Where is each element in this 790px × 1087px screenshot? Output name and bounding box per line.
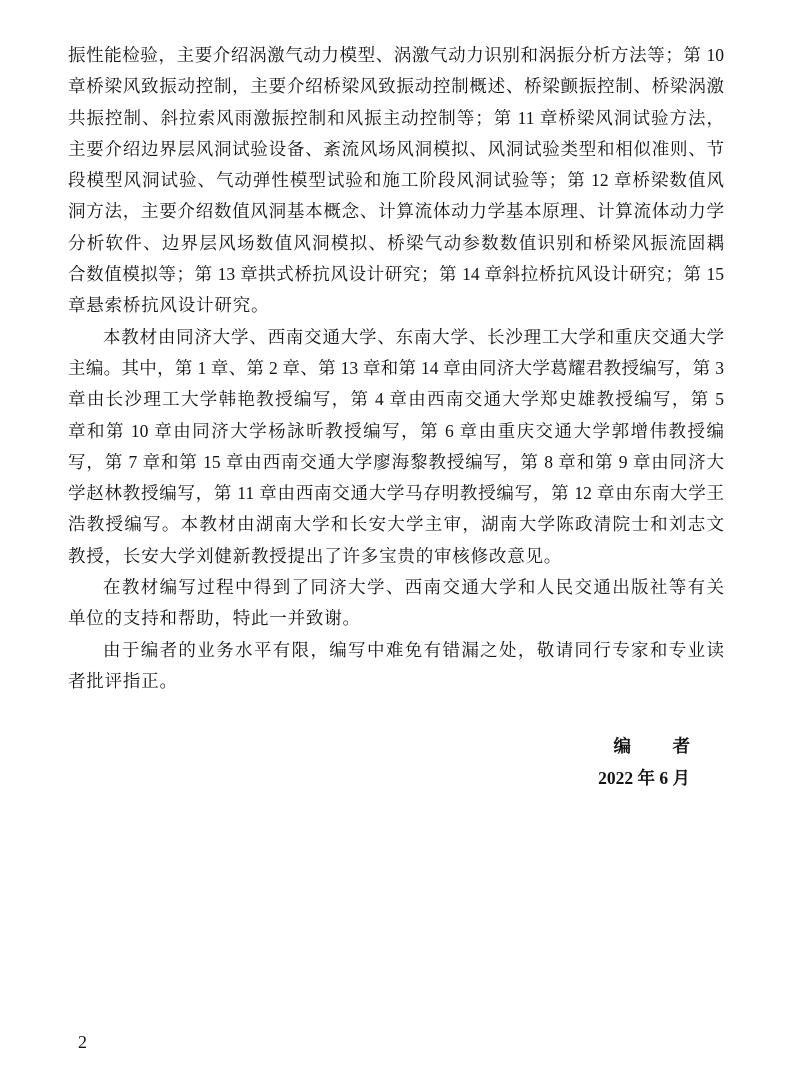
text-line: 合数值模拟等；第 13 章拱式桥抗风设计研究；第 14 章斜拉桥抗风设计研究；第 15 bbox=[68, 264, 724, 285]
text-line: 单位的支持和帮助，特此一并致谢。 bbox=[68, 608, 361, 629]
paragraph-chapter-overview bbox=[68, 40, 724, 322]
text-line: 分析软件、边界层风场数值风洞模拟、桥梁气动参数数值识别和桥梁风振流固耦 bbox=[68, 232, 724, 253]
text-line: 段模型风洞试验、气动弹性模型试验和施工阶段风洞试验等；第 12 章桥梁数值风 bbox=[68, 170, 724, 191]
text-line: 章由长沙理工大学韩艳教授编写，第 4 章由西南交通大学郑史雄教授编写，第 5 bbox=[68, 389, 724, 410]
paragraph-acknowledgement bbox=[68, 572, 724, 635]
body-text bbox=[68, 40, 724, 697]
text-line: 由于编者的业务水平有限，编写中难免有错漏之处，敬请同行专家和专业读 bbox=[103, 639, 724, 660]
text-line: 浩教授编写。本教材由湖南大学和长安大学主审，湖南大学陈政清院士和刘志文 bbox=[68, 514, 724, 535]
text-line: 主编。其中，第 1 章、第 2 章、第 13 章和第 14 章由同济大学葛耀君教授编写，第 3 bbox=[68, 357, 724, 378]
paragraph-request-feedback bbox=[68, 635, 724, 698]
signature-date: 2022 年 6 月 bbox=[598, 768, 690, 788]
text-line: 教授，长安大学刘健新教授提出了许多宝贵的审核修改意见。 bbox=[68, 545, 563, 566]
text-line: 章悬索桥抗风设计研究。 bbox=[68, 295, 270, 316]
text-line: 洞方法，主要介绍数值风洞基本概念、计算流体动力学基本原理、计算流体动力学 bbox=[68, 201, 724, 222]
text-line: 章和第 10 章由同济大学杨詠昕教授编写，第 6 章由重庆交通大学郭增伟教授编 bbox=[68, 420, 724, 441]
text-line: 共振控制、斜拉索风雨激振控制和风振主动控制等；第 11 章桥梁风洞试验方法， bbox=[68, 107, 724, 128]
text-line: 写，第 7 章和第 15 章由西南交通大学廖海黎教授编写，第 8 章和第 9 章由同济大 bbox=[68, 451, 724, 472]
text-line: 主要介绍边界层风洞试验设备、紊流风场风洞模拟、风洞试验类型和相似准则、节 bbox=[68, 138, 724, 159]
text-line: 本教材由同济大学、西南交通大学、东南大学、长沙理工大学和重庆交通大学 bbox=[103, 326, 724, 347]
text-line: 振性能检验，主要介绍涡激气动力模型、涡激气动力识别和涡振分析方法等；第 10 bbox=[68, 45, 724, 65]
paragraph-authors bbox=[68, 322, 724, 572]
signature-block bbox=[598, 730, 702, 794]
text-line: 章桥梁风致振动控制，主要介绍桥梁风致振动控制概述、桥梁颤振控制、桥梁涡激 bbox=[68, 76, 724, 97]
text-line: 学赵林教授编写，第 11 章由西南交通大学马存明教授编写，第 12 章由东南大学王 bbox=[68, 483, 724, 504]
text-line: 者批评指正。 bbox=[68, 670, 178, 691]
signature-author: 编 者 bbox=[613, 736, 702, 756]
text-line: 在教材编写过程中得到了同济大学、西南交通大学和人民交通出版社等有关 bbox=[103, 577, 724, 598]
page-number: 2 bbox=[78, 1032, 87, 1052]
